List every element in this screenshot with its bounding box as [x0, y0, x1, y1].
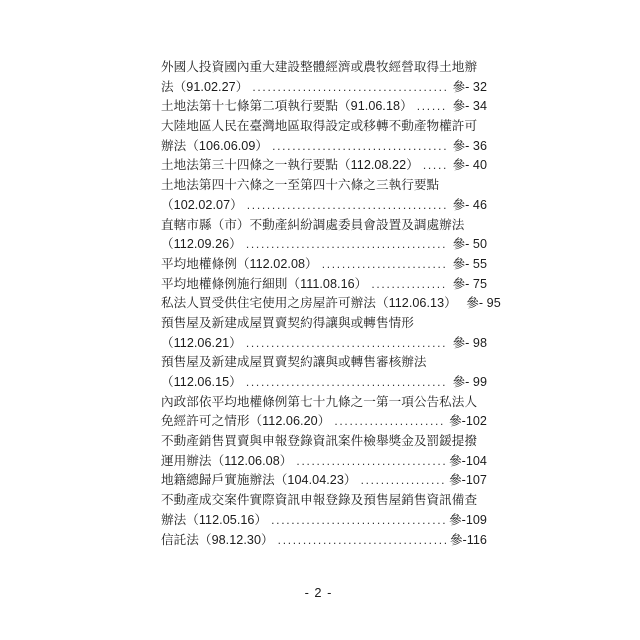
toc-entry: [161, 275, 487, 295]
dot-leader: [371, 275, 447, 295]
dot-leader: [361, 471, 446, 491]
toc-entry: [161, 216, 487, 255]
toc-entry-title-text: 土地法第十七條第二項執行要點（91.06.18）: [161, 99, 413, 114]
toc-entry-title-text: 土地法第三十四條之一執行要點（112.08.22）: [161, 158, 419, 173]
page-ref: 參- 75: [452, 276, 487, 291]
toc-entry-title-text: （112.06.21）: [161, 335, 242, 350]
page-ref: 參-102: [448, 414, 487, 429]
dot-leader: [247, 196, 447, 216]
page-ref: 參- 46: [452, 197, 487, 212]
toc-entry-title-text: 平均地權條例施行細則（111.08.16）: [161, 276, 368, 291]
dot-leader: [322, 255, 447, 275]
toc-entry-final-line: [161, 531, 487, 551]
page-ref: 參-109: [448, 512, 487, 527]
toc-entry: [161, 314, 487, 353]
toc-entry-final-line: [161, 196, 487, 216]
toc-entry-line: 不動產銷售買賣與申報登錄資訊案件檢舉獎金及罰鍰提撥: [161, 434, 478, 449]
toc-entry-final-line: [161, 137, 487, 157]
page-ref: 參- 99: [452, 375, 487, 389]
dot-leader: [296, 452, 446, 472]
toc-entry: [161, 491, 487, 530]
toc-entry-final-line: [161, 235, 487, 255]
toc-entry-final-line: [161, 511, 487, 531]
toc-entry-line: 預售屋及新建成屋買賣契約讓與或轉售審核辦法: [161, 355, 427, 370]
toc-entry-title-text: 免經許可之情形（112.06.20）: [161, 414, 331, 429]
page-ref: 參- 50: [452, 237, 487, 252]
toc-entry-line: 大陸地區人民在臺灣地區取得設定或移轉不動產物權許可: [161, 119, 478, 134]
dot-leader: [423, 156, 447, 176]
page-ref: 參- 98: [452, 335, 487, 350]
toc-entry-line: 預售屋及新建成屋買賣契約得讓與或轉售情形: [161, 315, 414, 330]
toc-entry-line: 外國人投資國內重大建設整體經濟或農牧經營取得土地辦: [161, 60, 478, 74]
page-ref: 參-104: [448, 453, 487, 468]
page-ref: 參- 95: [466, 296, 501, 311]
dot-leader: [252, 78, 447, 98]
toc-entry: [161, 531, 487, 551]
dot-leader: [417, 97, 447, 117]
toc-entry-title-text: 地籍總歸戶實施辦法（104.04.23）: [161, 473, 357, 488]
page-ref: 參- 34: [452, 99, 487, 114]
toc-entry-title-text: 法（91.02.27）: [161, 79, 249, 94]
toc-entry: [161, 255, 487, 275]
page-ref: 參- 40: [452, 158, 487, 173]
toc-entry-title-text: （112.09.26）: [161, 237, 242, 252]
toc-entry: [161, 393, 487, 432]
toc-entry: [161, 58, 487, 97]
toc-entry-final-line: [161, 294, 501, 314]
dot-leader: [246, 334, 447, 354]
toc-entry-line: 直轄市縣（市）不動產糾紛調處委員會設置及調處辦法: [161, 217, 465, 232]
toc-entry-title-text: 平均地權條例（112.02.08）: [161, 256, 318, 271]
toc-entry-line: 內政部依平均地權條例第七十九條之一第一項公告私法人: [161, 394, 478, 409]
toc-entry-title-text: 運用辦法（112.06.08）: [161, 453, 293, 468]
toc-entry-title-text: 信託法（98.12.30）: [161, 532, 274, 547]
toc-entry-line: 土地法第四十六條之一至第四十六條之三執行要點: [161, 178, 440, 193]
page-ref: 參- 32: [452, 79, 487, 94]
toc-entry: [161, 294, 501, 314]
toc-entry-final-line: [161, 452, 487, 472]
dot-leader: [271, 511, 446, 531]
toc-entry-final-line: [161, 334, 487, 354]
toc-entry-final-line: [161, 156, 487, 176]
toc-entry-final-line: [161, 412, 487, 432]
toc-list: [161, 58, 501, 550]
dot-leader: [246, 373, 447, 393]
toc-entry-final-line: [161, 97, 487, 117]
toc-entry-final-line: [161, 275, 487, 295]
toc-entry-title-text: 私法人買受供住宅使用之房屋許可辦法（112.06.13）: [161, 296, 457, 311]
toc-entry-final-line: [161, 78, 487, 98]
page-ref: 參- 55: [452, 256, 487, 271]
toc-entry-title-text: 辦法（112.05.16）: [161, 512, 268, 527]
page-ref: 參-116: [449, 532, 487, 547]
dot-leader: [334, 412, 446, 432]
toc-entry-final-line: [161, 471, 487, 491]
toc-entry: [161, 471, 487, 491]
page-ref: 參- 36: [452, 138, 487, 153]
toc-entry-line: 不動產成交案件實際資訊申報登錄及預售屋銷售資訊備查: [161, 493, 478, 508]
toc-entry: [161, 432, 487, 471]
page-ref: 參-107: [448, 473, 487, 488]
toc-entry-title-text: （102.02.07）: [161, 197, 243, 212]
toc-entry: [161, 353, 487, 392]
toc-entry: [161, 156, 487, 176]
dot-leader: [246, 235, 447, 255]
dot-leader: [272, 137, 447, 157]
toc-entry-title-text: 辦法（106.06.09）: [161, 138, 269, 153]
toc-entry: [161, 97, 487, 117]
dot-leader: [278, 531, 447, 551]
toc-entry-final-line: [161, 255, 487, 275]
toc-entry: [161, 176, 487, 215]
toc-entry-final-line: [161, 373, 487, 393]
page-number-footer: - 2 -: [304, 585, 333, 600]
toc-entry: [161, 117, 487, 156]
toc-entry-title-text: （112.06.15）: [161, 375, 242, 389]
